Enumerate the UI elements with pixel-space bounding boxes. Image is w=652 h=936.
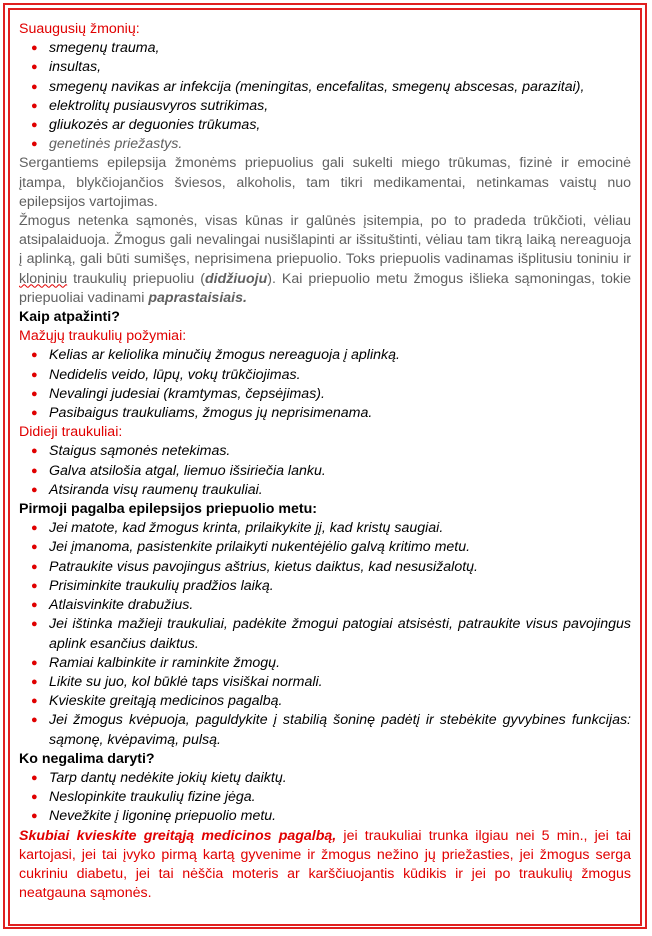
list-item: ● Atsiranda visų raumenų traukuliai. — [19, 481, 631, 500]
list-item: ● Ramiai kalbinkite ir raminkite žmogų. — [19, 654, 631, 673]
list-item: ● Nedidelis veido, lūpų, vokų trūkčiojimas. — [19, 366, 631, 385]
list-item: ● Prisiminkite traukulių pradžios laiką. — [19, 577, 631, 596]
seizure-text-2: traukulių priepuoliu ( — [67, 270, 205, 287]
major-signs-list — [19, 442, 631, 500]
list-item: ● smegenų navikas ar infekcija (meningitas, encefalitas, smegenų abscesas, parazitai), — [19, 78, 631, 97]
minor-signs-list — [19, 346, 631, 423]
list-item: ● Jei įmanoma, pasistenkite prilaikyti nukentėjėlio galvą kritimo metu. — [19, 538, 631, 557]
simple-seizure-term: paprastaisiais. — [148, 289, 247, 306]
urgent-paragraph — [19, 827, 631, 904]
seizure-description-paragraph — [19, 212, 631, 308]
list-item: ● Kvieskite greitąją medicinos pagalbą. — [19, 692, 631, 711]
list-item: ● elektrolitų pusiausvyros sutrikimas, — [19, 97, 631, 116]
list-item: ● Neslopinkite traukulių fizine jėga. — [19, 788, 631, 807]
first-aid-list — [19, 519, 631, 749]
list-item: ● insultas, — [19, 58, 631, 77]
urgent-conditions-text: jei traukuliai trunka ilgiau nei 5 min., jei tai kartojasi, jei tai įvyko pirmą kartą gyvenime ir žmogus nežino jų priežasties, jei žmogus serga cukriniu diabetu, jei tai nėščia moteris ar karščiuojantis kūdikis ir jei po traukulių žmogus neatgauna sąmonės. — [19, 827, 631, 902]
list-item: ● Jei žmogus kvėpuoja, paguldykite į stabilią šoninę padėtį ir stebėkite gyvybines funkcijas: sąmonę, kvėpavimą, pulsą. — [19, 711, 631, 749]
dont-list — [19, 769, 631, 827]
minor-seizures-heading: Mažųjų traukulių požymiai: — [19, 328, 187, 345]
list-item: ● gliukozės ar deguonies trūkumas, — [19, 116, 631, 135]
adults-causes-list — [19, 39, 631, 154]
list-item: ● Staigus sąmonės netekimas. — [19, 442, 631, 461]
document-body — [19, 20, 631, 903]
first-aid-heading: Pirmoji pagalba epilepsijos priepuolio metu: — [19, 501, 317, 518]
list-item: ● smegenų trauma, — [19, 39, 631, 58]
klon-word: kloniniu — [19, 270, 68, 287]
list-item: ● Kelias ar keliolika minučių žmogus nereaguoja į aplinką. — [19, 346, 631, 365]
list-item: ● Jei matote, kad žmogus krinta, prilaikykite jį, kad kristų saugiai. — [19, 519, 631, 538]
major-seizures-heading: Didieji traukuliai: — [19, 424, 123, 441]
urgent-call-text: Skubiai kvieskite greitąją medicinos pagalbą, — [19, 827, 337, 844]
list-item: ● Likite su juo, kol būklė taps visiškai normali. — [19, 673, 631, 692]
triggers-paragraph: Sergantiems epilepsija žmonėms priepuolius gali sukelti miego trūkumas, fizinė ir emocinė įtampa, blykčiojančios šviesos, alkoholis, tam tikri medikamentai, netinkamas vaistų nuo epilepsijos vartojimas. — [19, 155, 631, 210]
dont-heading: Ko negalima daryti? — [19, 750, 155, 767]
big-seizure-term: didžiuoju — [205, 270, 268, 287]
list-item: ● Atlaisvinkite drabužius. — [19, 596, 631, 615]
list-item: ● Galva atsilošia atgal, liemuo išsiriečia lanku. — [19, 462, 631, 481]
adults-heading: Suaugusių žmonių: — [19, 21, 140, 37]
list-item: ● genetinės priežastys. — [19, 135, 631, 154]
how-to-recognize-heading: Kaip atpažinti? — [19, 309, 120, 326]
seizure-text-3: ). Kai priepuolio metu žmogus išlieka sąmoningas, tokie priepuoliai vadinami — [19, 270, 631, 306]
list-item: ● Nevalingi judesiai (kramtymas, čepsėjimas). — [19, 385, 631, 404]
list-item: ● Patraukite visus pavojingus aštrius, kietus daiktus, kad nesusižalotų. — [19, 558, 631, 577]
seizure-text-1: Žmogus netenka sąmonės, visas kūnas ir galūnės įsitempia, po to pradeda trūkčioti, vėliau atsipalaiduoja. Žmogus gali nevalingai nusišlapinti ar išsituštinti, vėliau tam tikrą laiką nereaguoja į aplinką, gali būti sumišęs, neprisimena priepuolio. Toks priepuolis vadinamas išplitusiu toniniu ir — [19, 213, 631, 268]
list-item: ● Pasibaigus traukuliams, žmogus jų neprisimenama. — [19, 404, 631, 423]
list-item: ● Tarp dantų nedėkite jokių kietų daiktų. — [19, 769, 631, 788]
list-item: ● Jei ištinka mažieji traukuliai, padėkite žmogui patogiai atsisėsti, patraukite visus pavojingus aplink esančius daiktus. — [19, 615, 631, 653]
list-item: ● Nevežkite į ligoninę priepuolio metu. — [19, 807, 631, 826]
